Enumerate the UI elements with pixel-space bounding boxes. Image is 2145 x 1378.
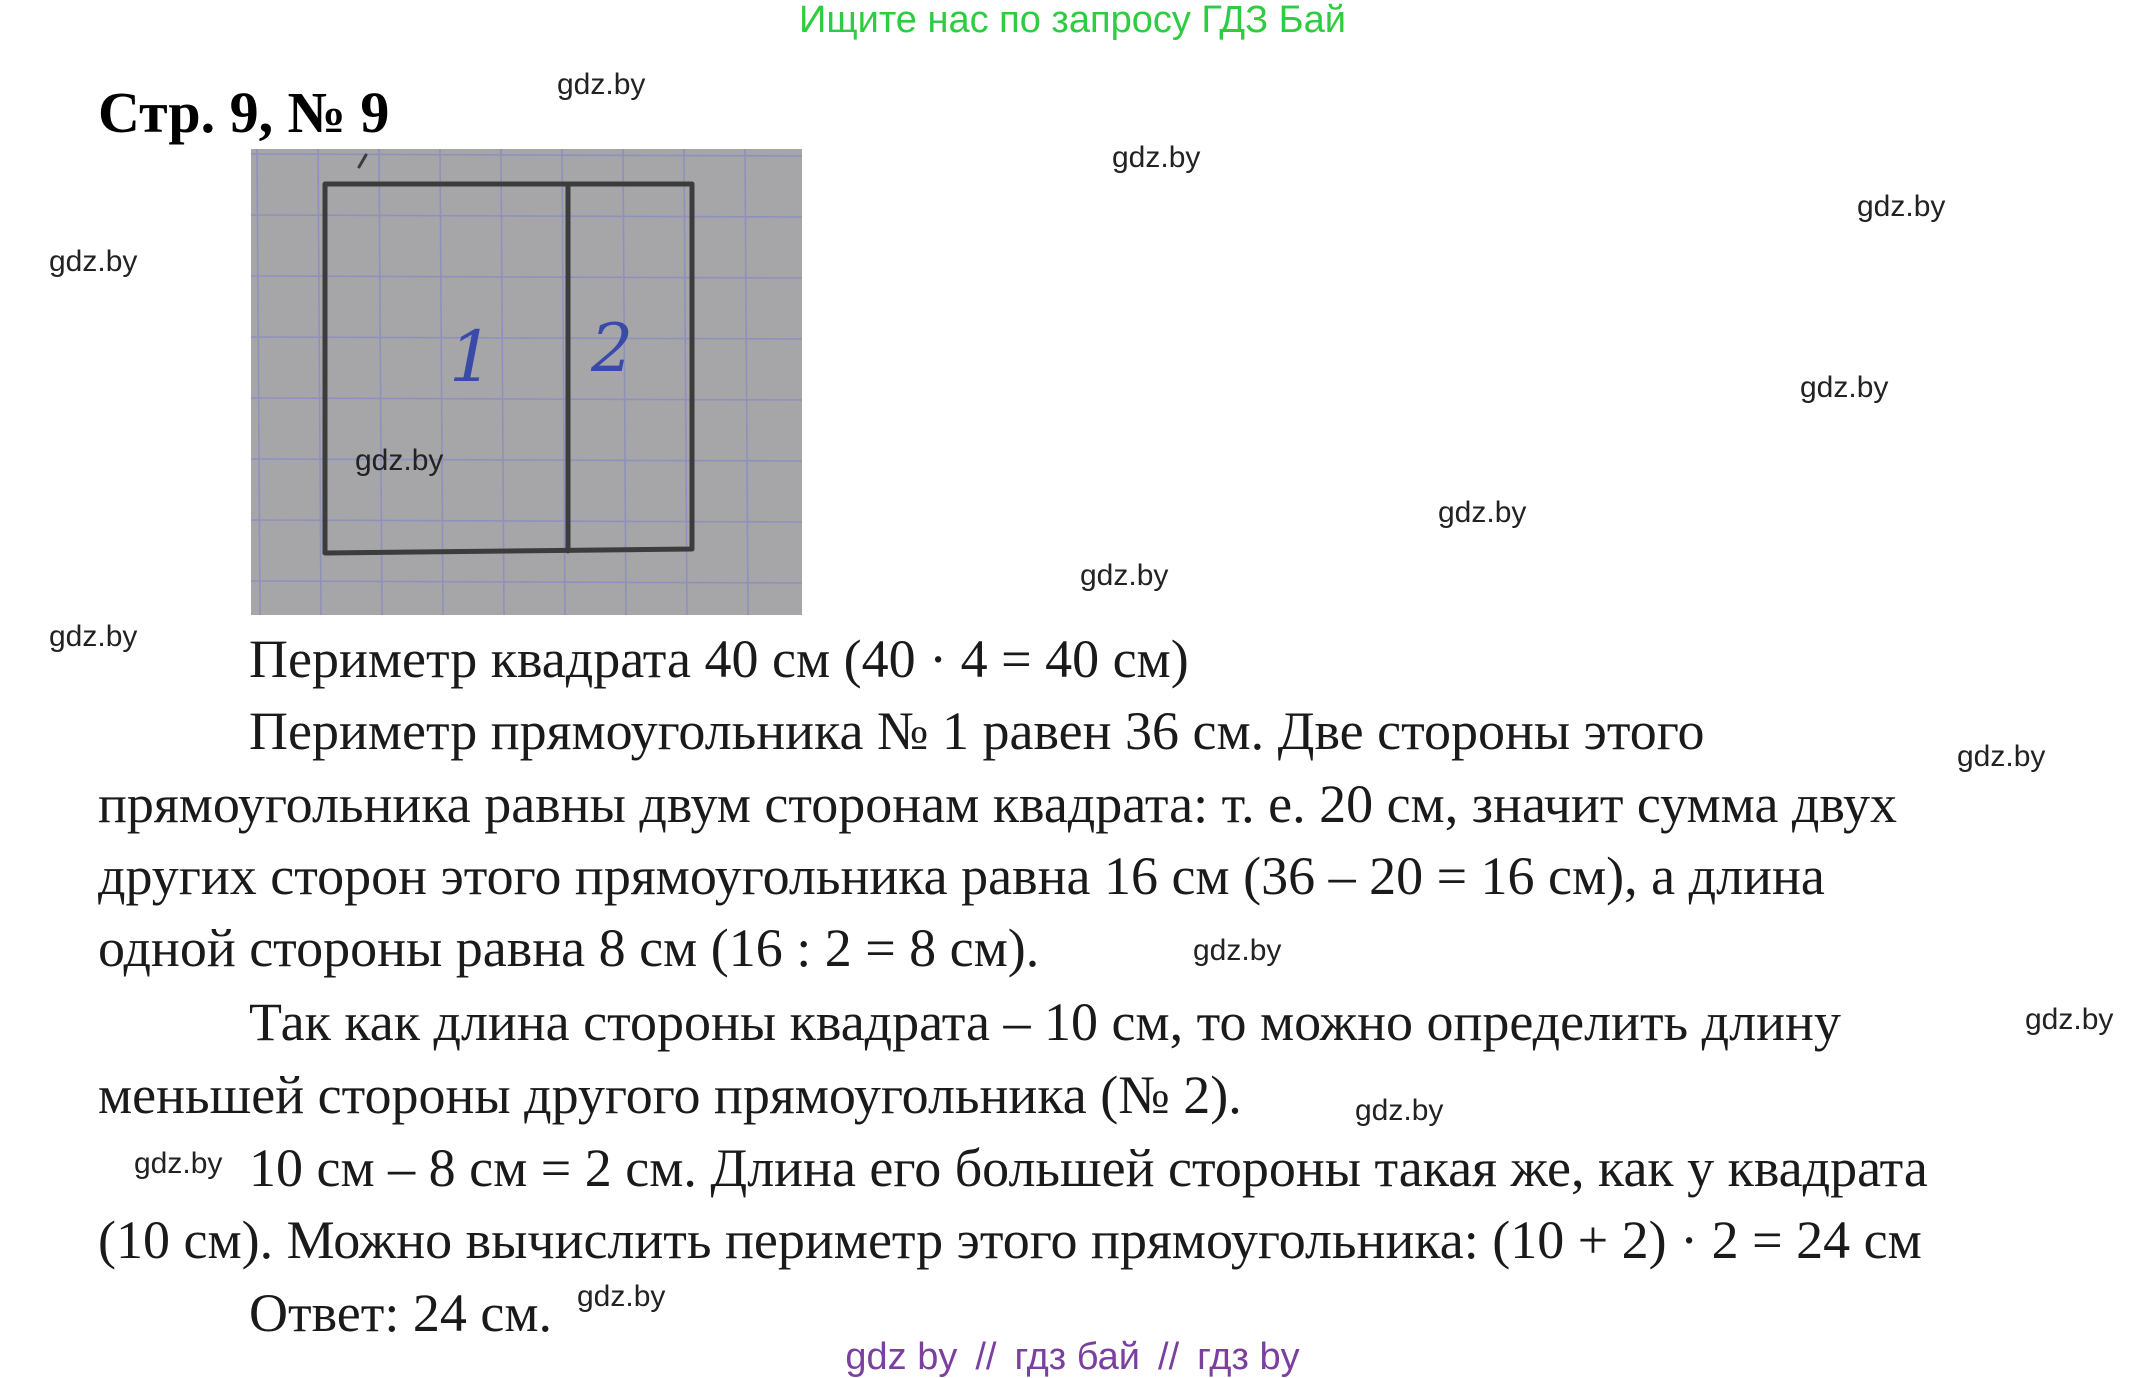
watermark: gdz.by <box>1112 141 1201 174</box>
watermark: gdz.by <box>1080 559 1169 592</box>
watermark: gdz.by <box>1857 190 1946 223</box>
solution-line: 10 см – 8 см = 2 см. Длина его большей стороны такая же, как у квадрата <box>249 1138 1928 1198</box>
watermark: gdz.by <box>355 444 444 477</box>
solution-line: прямоугольника равны двум сторонам квадрата: т. е. 20 см, значит сумма двух <box>98 774 1898 834</box>
watermark: gdz.by <box>1355 1094 1444 1127</box>
footer-link[interactable]: гдз бай <box>1014 1336 1141 1378</box>
footer-link[interactable]: gdz by <box>845 1336 958 1378</box>
watermark: gdz.by <box>557 68 646 101</box>
watermark: gdz.by <box>1438 496 1527 529</box>
grid-paper-background <box>251 149 802 615</box>
label-rectangle-1: 1 <box>449 316 494 398</box>
watermark: gdz.by <box>577 1280 666 1313</box>
footer-link[interactable]: гдз by <box>1197 1336 1300 1378</box>
label-rectangle-2: 2 <box>591 310 633 387</box>
watermark: gdz.by <box>2025 1003 2114 1036</box>
answer-line: Ответ: 24 см. <box>249 1283 552 1343</box>
solution-line: Так как длина стороны квадрата – 10 см, то можно определить длину <box>249 992 1841 1052</box>
solution-line: других сторон этого прямоугольника равна 16 см (36 – 20 = 16 см), а длина <box>98 846 1825 906</box>
grid-paper-figure <box>251 149 802 615</box>
footer <box>0 1337 2145 1377</box>
watermark: gdz.by <box>1800 371 1889 404</box>
watermark: gdz.by <box>49 245 138 278</box>
solution-line: (10 см). Можно вычислить периметр этого прямоугольника: (10 + 2) · 2 = 24 см <box>98 1210 1922 1270</box>
top-banner: Ищите нас по запросу ГДЗ Бай <box>799 0 1346 41</box>
watermark: gdz.by <box>49 620 138 653</box>
page-heading: Стр. 9, № 9 <box>98 80 390 145</box>
solution-line: меньшей стороны другого прямоугольника (№ 2). <box>98 1065 1242 1125</box>
footer-separator: // <box>1158 1336 1180 1378</box>
watermark: gdz.by <box>1193 934 1282 967</box>
solution-line: Периметр квадрата 40 см (40 · 4 = 40 см) <box>249 629 1189 689</box>
footer-separator: // <box>975 1336 997 1378</box>
watermark: gdz.by <box>134 1147 223 1180</box>
solution-line: одной стороны равна 8 см (16 : 2 = 8 см). <box>98 918 1040 978</box>
watermark: gdz.by <box>1957 740 2046 773</box>
solution-line: Периметр прямоугольника № 1 равен 36 см. Две стороны этого <box>249 701 1705 761</box>
